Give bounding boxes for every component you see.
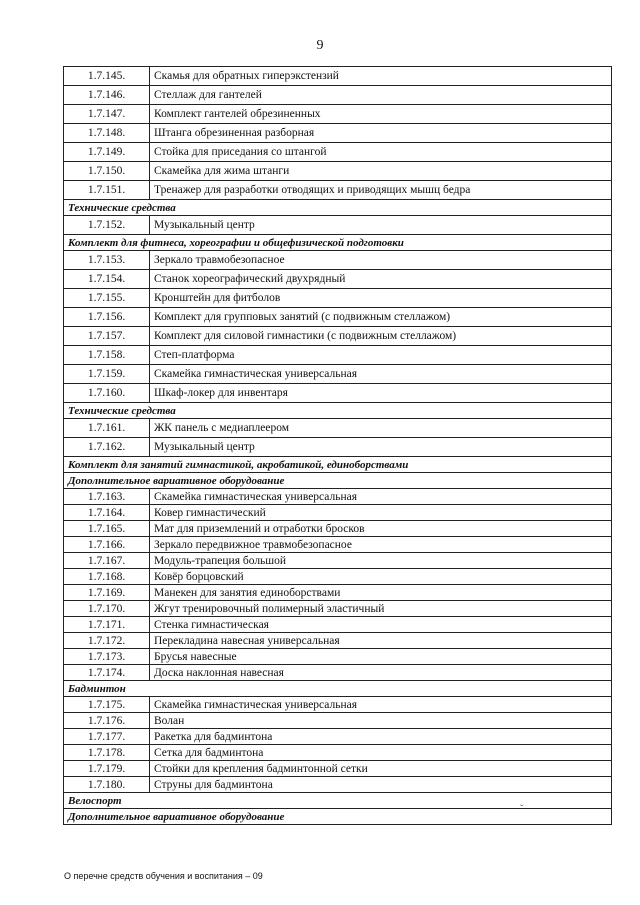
item-name: Сетка для бадминтона: [150, 745, 612, 761]
section-title: Бадминтон: [64, 681, 612, 697]
item-name: Ковер гимнастический: [150, 505, 612, 521]
table-row: [64, 308, 612, 327]
item-code: 1.7.161.: [64, 419, 150, 438]
item-name: Скамейка гимнастическая универсальная: [150, 697, 612, 713]
item-code: 1.7.147.: [64, 105, 150, 124]
table-row: [64, 633, 612, 649]
item-name: Стойки для крепления бадминтонной сетки: [150, 761, 612, 777]
table-row: [64, 105, 612, 124]
table-row: [64, 270, 612, 289]
equipment-table: [63, 66, 612, 825]
equipment-table-body: [64, 67, 612, 825]
item-code: 1.7.158.: [64, 346, 150, 365]
table-row: [64, 365, 612, 384]
table-row: [64, 745, 612, 761]
scan-speck: ˇ: [520, 804, 524, 815]
section-title: Технические средства: [64, 200, 612, 216]
item-name: Стенка гимнастическая: [150, 617, 612, 633]
item-code: 1.7.153.: [64, 251, 150, 270]
item-name: Музыкальный центр: [150, 438, 612, 457]
table-row: [64, 346, 612, 365]
item-name: Музыкальный центр: [150, 216, 612, 235]
section-title: Дополнительное вариативное оборудование: [64, 473, 612, 489]
item-code: 1.7.174.: [64, 665, 150, 681]
item-name: Комплект для силовой гимнастики (с подвижным стеллажом): [150, 327, 612, 346]
item-name: Штанга обрезиненная разборная: [150, 124, 612, 143]
item-code: 1.7.175.: [64, 697, 150, 713]
item-code: 1.7.172.: [64, 633, 150, 649]
item-code: 1.7.173.: [64, 649, 150, 665]
item-name: Зеркало травмобезопасное: [150, 251, 612, 270]
item-code: 1.7.166.: [64, 537, 150, 553]
item-code: 1.7.157.: [64, 327, 150, 346]
table-row: [64, 124, 612, 143]
item-code: 1.7.163.: [64, 489, 150, 505]
item-name: Тренажер для разработки отводящих и приводящих мышц бедра: [150, 181, 612, 200]
item-name: Ковёр борцовский: [150, 569, 612, 585]
item-name: Станок хореографический двухрядный: [150, 270, 612, 289]
item-code: 1.7.151.: [64, 181, 150, 200]
item-name: Модуль-трапеция большой: [150, 553, 612, 569]
item-name: Стеллаж для гантелей: [150, 86, 612, 105]
table-row: [64, 569, 612, 585]
section-header-row: [64, 793, 612, 809]
table-row: [64, 489, 612, 505]
table-row: [64, 162, 612, 181]
section-header-row: [64, 473, 612, 489]
item-code: 1.7.180.: [64, 777, 150, 793]
item-name: Комплект для групповых занятий (с подвижным стеллажом): [150, 308, 612, 327]
section-header-row: [64, 200, 612, 216]
item-code: 1.7.179.: [64, 761, 150, 777]
item-code: 1.7.154.: [64, 270, 150, 289]
page-footer: О перечне средств обучения и воспитания – 09: [64, 871, 263, 881]
table-row: [64, 505, 612, 521]
section-header-row: [64, 235, 612, 251]
section-title: Дополнительное вариативное оборудование: [64, 809, 612, 825]
table-row: [64, 327, 612, 346]
item-code: 1.7.145.: [64, 67, 150, 86]
item-code: 1.7.159.: [64, 365, 150, 384]
item-name: Жгут тренировочный полимерный эластичный: [150, 601, 612, 617]
item-code: 1.7.160.: [64, 384, 150, 403]
table-row: [64, 521, 612, 537]
item-code: 1.7.170.: [64, 601, 150, 617]
table-row: [64, 438, 612, 457]
item-name: Брусья навесные: [150, 649, 612, 665]
item-name: Шкаф-локер для инвентаря: [150, 384, 612, 403]
item-code: 1.7.169.: [64, 585, 150, 601]
table-row: [64, 553, 612, 569]
table-row: [64, 67, 612, 86]
item-name: Комплект гантелей обрезиненных: [150, 105, 612, 124]
item-code: 1.7.146.: [64, 86, 150, 105]
item-name: Доска наклонная навесная: [150, 665, 612, 681]
item-code: 1.7.164.: [64, 505, 150, 521]
table-row: [64, 216, 612, 235]
table-row: [64, 649, 612, 665]
table-row: [64, 601, 612, 617]
table-row: [64, 289, 612, 308]
section-title: Комплект для фитнеса, хореографии и общефизической подготовки: [64, 235, 612, 251]
table-row: [64, 665, 612, 681]
table-row: [64, 713, 612, 729]
item-name: Степ-платформа: [150, 346, 612, 365]
section-title: Комплект для занятий гимнастикой, акробатикой, единоборствами: [64, 457, 612, 473]
item-code: 1.7.177.: [64, 729, 150, 745]
table-row: [64, 419, 612, 438]
item-name: Скамейка гимнастическая универсальная: [150, 489, 612, 505]
table-row: [64, 384, 612, 403]
table-row: [64, 143, 612, 162]
item-code: 1.7.178.: [64, 745, 150, 761]
item-name: Манекен для занятия единоборствами: [150, 585, 612, 601]
table-row: [64, 181, 612, 200]
section-header-row: [64, 457, 612, 473]
item-code: 1.7.176.: [64, 713, 150, 729]
item-code: 1.7.150.: [64, 162, 150, 181]
section-header-row: [64, 809, 612, 825]
item-code: 1.7.168.: [64, 569, 150, 585]
table-row: [64, 729, 612, 745]
item-name: Волан: [150, 713, 612, 729]
section-header-row: [64, 403, 612, 419]
item-code: 1.7.156.: [64, 308, 150, 327]
item-code: 1.7.167.: [64, 553, 150, 569]
item-name: Скамейка для жима штанги: [150, 162, 612, 181]
table-row: [64, 761, 612, 777]
table-row: [64, 777, 612, 793]
item-code: 1.7.162.: [64, 438, 150, 457]
table-row: [64, 537, 612, 553]
table-row: [64, 617, 612, 633]
item-name: Зеркало передвижное травмобезопасное: [150, 537, 612, 553]
item-code: 1.7.152.: [64, 216, 150, 235]
item-code: 1.7.171.: [64, 617, 150, 633]
item-name: ЖК панель с медиаплеером: [150, 419, 612, 438]
section-header-row: [64, 681, 612, 697]
item-name: Скамейка гимнастическая универсальная: [150, 365, 612, 384]
item-name: Мат для приземлений и отработки бросков: [150, 521, 612, 537]
section-title: Технические средства: [64, 403, 612, 419]
item-name: Струны для бадминтона: [150, 777, 612, 793]
item-code: 1.7.149.: [64, 143, 150, 162]
item-code: 1.7.148.: [64, 124, 150, 143]
item-name: Скамья для обратных гиперэкстензий: [150, 67, 612, 86]
table-row: [64, 585, 612, 601]
table-row: [64, 86, 612, 105]
item-name: Перекладина навесная универсальная: [150, 633, 612, 649]
page-number: 9: [316, 38, 324, 53]
item-code: 1.7.155.: [64, 289, 150, 308]
item-name: Кронштейн для фитболов: [150, 289, 612, 308]
item-code: 1.7.165.: [64, 521, 150, 537]
table-row: [64, 251, 612, 270]
section-title: Велоспорт: [64, 793, 612, 809]
item-name: Ракетка для бадминтона: [150, 729, 612, 745]
table-row: [64, 697, 612, 713]
item-name: Стойка для приседания со штангой: [150, 143, 612, 162]
